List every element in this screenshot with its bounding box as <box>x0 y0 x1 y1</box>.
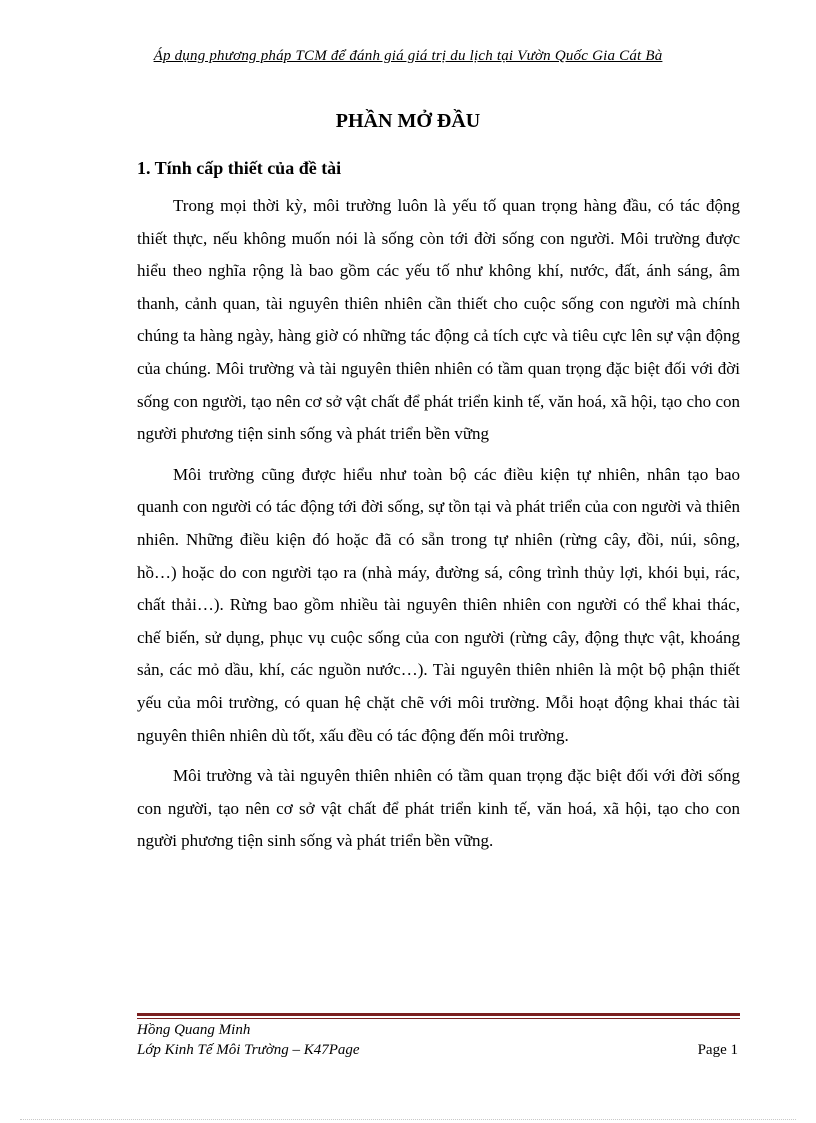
page-bottom-edge <box>20 1119 796 1120</box>
footer-divider-thin <box>137 1018 740 1019</box>
footer-author: Hồng Quang Minh <box>137 1022 251 1038</box>
footer-page-number: Page 1 <box>697 1042 738 1058</box>
paragraph-2: Môi trường cũng được hiểu như toàn bộ các điều kiện tự nhiên, nhân tạo bao quanh con người có tác động tới đời sống, sự tồn tại và phát triển của con người và thiên nhiên. Những điều kiện đó hoặc đã có sẵn trong tự nhiên (rừng cây, đồi, núi, sông, hồ…) hoặc do con người tạo ra (nhà máy, đường sá, công trình thủy lợi, khói bụi, rác, chất thải…). Rừng bao gồm nhiều tài nguyên thiên nhiên con người có thể khai thác, chế biến, sử dụng, phục vụ cuộc sống của con người (rừng cây, động thực vật, khoáng sản, các mỏ dầu, khí, các nguồn nước…). Tài nguyên thiên nhiên là một bộ phận thiết yếu của môi trường, có quan hệ chặt chẽ với môi trường. Mỗi hoạt động khai thác tài nguyên thiên nhiên dù tốt, xấu đều có tác động đến môi trường. <box>137 464 740 745</box>
part-title: PHẦN MỞ ĐẦU <box>335 110 481 132</box>
body-text <box>137 190 740 866</box>
footer-divider <box>137 1013 740 1016</box>
paragraph-3: Môi trường và tài nguyên thiên nhiên có tầm quan trọng đặc biệt đối với đời sống con người, tạo nên cơ sở vật chất để phát triển kinh tế, văn hoá, xã hội, tạo cho con người phương tiện sinh sống và phát triển bền vững. <box>137 766 740 851</box>
document-header-title: Áp dụng phương pháp TCM để đánh giá giá trị du lịch tại Vườn Quốc Gia Cát Bà <box>153 48 663 64</box>
footer-class-line: Lớp Kinh Tế Môi Trường – K47Page <box>137 1042 360 1058</box>
paragraph-1: Trong mọi thời kỳ, môi trường luôn là yếu tố quan trọng hàng đầu, có tác động thiết thực, nếu không muốn nói là sống còn tới đời sống con người. Môi trường được hiểu theo nghĩa rộng là bao gồm các yếu tố như không khí, nước, đất, ánh sáng, âm thanh, cảnh quan, tài nguyên thiên nhiên cần thiết cho cuộc sống con người mà chính chúng ta hàng ngày, hàng giờ có những tác động cả tích cực và tiêu cực lên sự vận động của chúng. Môi trường và tài nguyên thiên nhiên có tầm quan trọng đặc biệt đối với đời sống con người, tạo nên cơ sở vật chất để phát triển kinh tế, văn hoá, xã hội, tạo cho con người phương tiện sinh sống và phát triển bền vững <box>137 196 740 444</box>
section-heading: 1. Tính cấp thiết của đề tài <box>137 158 342 178</box>
